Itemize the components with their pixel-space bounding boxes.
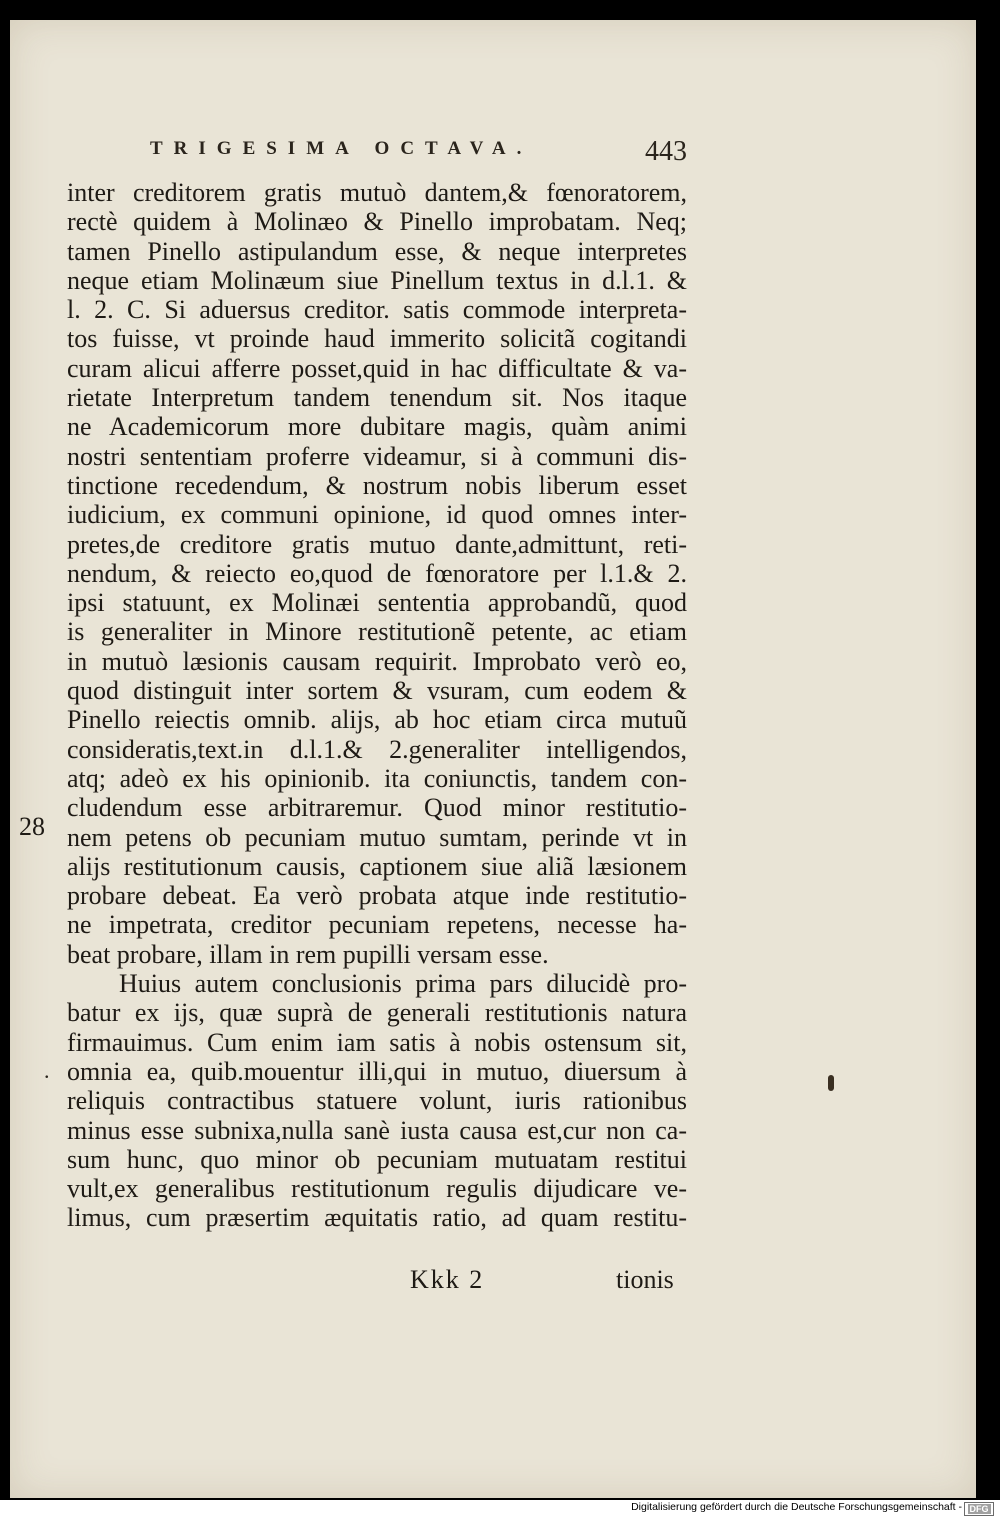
text-line: vult,ex generalibus restitutionum regulis dijudicare ve- bbox=[67, 1174, 687, 1204]
page-header bbox=[150, 136, 690, 166]
text-line: limus, cum præsertim æquitatis ratio, ad quam restitu- bbox=[67, 1203, 687, 1233]
text-line: probare debeat. Ea verò probata atque inde restitutio- bbox=[67, 881, 687, 911]
text-line: tinctione recedendum, & nostrum nobis liberum esset bbox=[67, 470, 687, 500]
text-line: nostri sententiam proferre videamur, si à communi dis- bbox=[67, 441, 687, 471]
text-line: quod distinguit inter sortem & vsuram, cum eodem & bbox=[67, 676, 687, 706]
footer-bar bbox=[0, 1500, 1000, 1516]
text-line: alijs restitutionum causis, captionem siue aliã læsionem bbox=[67, 851, 687, 881]
catchword: tionis bbox=[616, 1265, 674, 1294]
ink-stain bbox=[828, 1075, 834, 1091]
margin-number: 28 bbox=[19, 812, 45, 841]
text-line: omnia ea, quib.mouentur illi,qui in mutuo, diuersum à bbox=[67, 1056, 687, 1086]
text-line: ne Academicorum more dubitare magis, quàm animi bbox=[67, 412, 687, 442]
margin-dot: . bbox=[44, 1058, 50, 1083]
text-line: in mutuò læsionis causam requirit. Improbato verò eo, bbox=[67, 646, 687, 676]
page-number: 443 bbox=[645, 136, 687, 167]
text-line: iudicium, ex communi opinione, id quod omnes inter- bbox=[67, 500, 687, 530]
text-line: tamen Pinello astipulandum esse, & neque interpretes bbox=[67, 236, 687, 266]
text-line: Pinello reiectis omnib. alijs, ab hoc etiam circa mutuũ bbox=[67, 705, 687, 735]
text-line: neque etiam Molinæum siue Pinellum textus in d.l.1. & bbox=[67, 265, 687, 295]
text-line: sum hunc, quo minor ob pecuniam mutuatam restitui bbox=[67, 1144, 687, 1174]
text-line: atq; adeò ex his opinionib. ita coniunctis, tandem con- bbox=[67, 763, 687, 793]
text-line: cludendum esse arbitraremur. Quod minor restitutio- bbox=[67, 793, 687, 823]
text-line: nem petens ob pecuniam mutuo sumtam, perinde vt in bbox=[67, 822, 687, 852]
text-line: rectè quidem à Molinæo & Pinello improbatam. Neq; bbox=[67, 207, 687, 237]
text-line: minus esse subnixa,nulla sanè iusta causa est,cur non ca- bbox=[67, 1115, 687, 1145]
text-line: inter creditorem gratis mutuò dantem,& fœnoratorem, bbox=[67, 178, 687, 207]
text-line: l. 2. C. Si aduersus creditor. satis commode interpreta- bbox=[67, 295, 687, 325]
text-line: tos fuisse, vt proinde haud immerito solicitã cogitandi bbox=[67, 324, 687, 354]
text-line: curam alicui afferre posset,quid in hac difficultate & va- bbox=[67, 353, 687, 383]
signature-mark: Kkk 2 bbox=[410, 1265, 485, 1294]
text-line: reliquis contractibus statuere volunt, iuris rationibus bbox=[67, 1086, 687, 1116]
text-line: is generaliter in Minore restitutionẽ petente, ac etiam bbox=[67, 617, 687, 647]
funding-note: Digitalisierung gefördert durch die Deutsche Forschungsgemeinschaft - bbox=[631, 1501, 962, 1513]
running-title: TRIGESIMA OCTAVA. bbox=[150, 138, 533, 159]
dfg-logo[interactable] bbox=[964, 1502, 994, 1516]
text-line: batur ex ijs, quæ suprà de generali restitutionis natura bbox=[67, 998, 687, 1028]
text-line: beat probare, illam in rem pupilli versam esse. bbox=[67, 939, 549, 969]
text-line: Huius autem conclusionis prima pars dilucidè pro- bbox=[119, 969, 687, 999]
text-line: ne impetrata, creditor pecuniam repetens, necesse ha- bbox=[67, 910, 687, 940]
text-line: nendum, & reiecto eo,quod de fœnoratore per l.1.& 2. bbox=[67, 558, 687, 588]
text-line: pretes,de creditore gratis mutuo dante,admittunt, reti- bbox=[67, 529, 687, 559]
text-line: ipsi statuunt, ex Molinæi sententia approbandũ, quod bbox=[67, 588, 687, 618]
text-line: rietate Interpretum tandem tenendum sit. Nos itaque bbox=[67, 383, 687, 413]
text-line: firmauimus. Cum enim iam satis à nobis ostensum sit, bbox=[67, 1027, 687, 1057]
text-line: consideratis,text.in d.l.1.& 2.generaliter intelligendos, bbox=[67, 734, 687, 764]
body-text bbox=[67, 178, 687, 1233]
dfg-logo-label: DFG bbox=[969, 1504, 989, 1514]
